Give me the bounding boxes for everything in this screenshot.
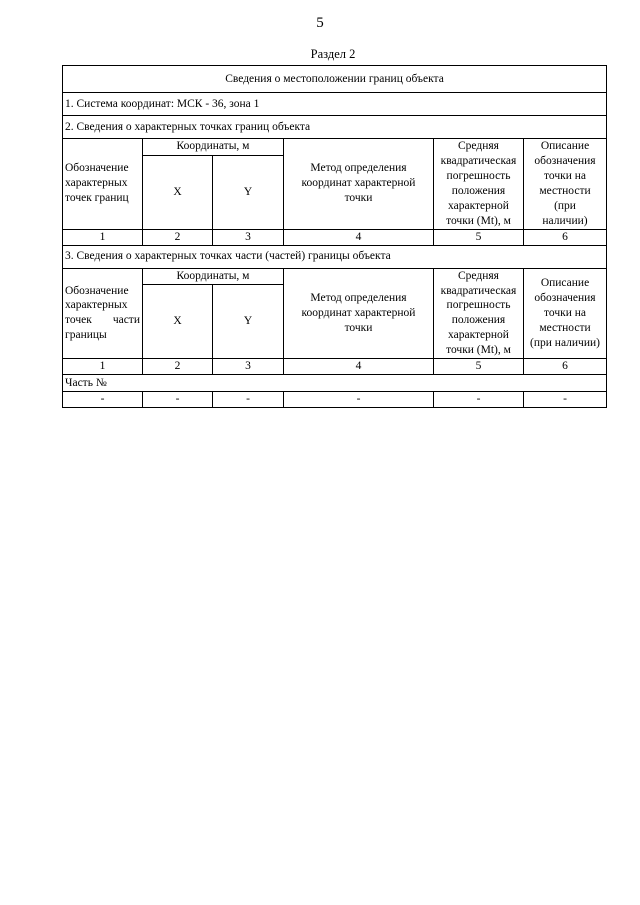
part-row — [63, 375, 607, 392]
table-row — [63, 392, 607, 408]
dash-cell-5: - — [434, 392, 524, 408]
dash-cell-1: - — [63, 392, 143, 408]
coordinate-system-row — [63, 93, 607, 116]
s2-num-1: 1 — [63, 229, 143, 245]
dash-cell-2: - — [143, 392, 213, 408]
dash-cell-3: - — [213, 392, 284, 408]
dash-cell-6: - — [524, 392, 607, 408]
s3-col-method: Метод определения координат характерной точки — [284, 268, 434, 359]
s3-col-error: Средняя квадратическая погрешность положения характерной точки (Mt), м — [434, 268, 524, 359]
page-number: 5 — [316, 15, 324, 31]
coordinate-system: 1. Система координат: МСК - 36, зона 1 — [63, 93, 607, 116]
s2-num-4: 4 — [284, 229, 434, 245]
table-title: Сведения о местоположении границ объекта — [63, 66, 607, 93]
section2-title-row — [63, 116, 607, 139]
s3-col-x: X — [143, 285, 213, 359]
s3-num-3: 3 — [213, 359, 284, 375]
s2-col-error: Средняя квадратическая погрешность положения характерной точки (Mt), м — [434, 139, 524, 230]
s2-num-5: 5 — [434, 229, 524, 245]
section3-header-row — [63, 268, 607, 285]
section2-header-row — [63, 139, 607, 156]
part-label: Часть № — [63, 375, 607, 392]
s3-col-description: Описание обозначения точки на местности (при наличии) — [524, 268, 607, 359]
s3-col-y: Y — [213, 285, 284, 359]
s3-designation-line-4: границы — [65, 329, 107, 342]
section3-title: 3. Сведения о характерных точках части (частей) границы объекта — [63, 245, 607, 268]
s2-col-method: Метод определения координат характерной точки — [284, 139, 434, 230]
s2-num-3: 3 — [213, 229, 284, 245]
table-title-row — [63, 66, 607, 93]
dash-cell-4: - — [284, 392, 434, 408]
s3-coords-header: Координаты, м — [143, 268, 284, 285]
s3-designation-line-2: характерных — [65, 299, 128, 312]
s3-col-designation — [63, 268, 143, 359]
s2-num-6: 6 — [524, 229, 607, 245]
section-title: Раздел 2 — [310, 47, 356, 61]
s2-col-designation: Обозначение характерных точек границ — [63, 139, 143, 230]
s3-num-5: 5 — [434, 359, 524, 375]
s3-designation-line-1: Обозначение — [65, 284, 129, 297]
s3-num-6: 6 — [524, 359, 607, 375]
section2-number-row — [63, 229, 607, 245]
s2-num-2: 2 — [143, 229, 213, 245]
s2-coords-header: Координаты, м — [143, 139, 284, 156]
s3-designation-line-3: точек части — [65, 314, 140, 327]
section3-number-row — [63, 359, 607, 375]
s2-col-description: Описание обозначения точки на местности (при наличии) — [524, 139, 607, 230]
s3-num-2: 2 — [143, 359, 213, 375]
boundaries-table — [62, 65, 607, 408]
s3-num-4: 4 — [284, 359, 434, 375]
s3-num-1: 1 — [63, 359, 143, 375]
s2-col-y: Y — [213, 155, 284, 229]
s2-col-x: X — [143, 155, 213, 229]
section3-title-row — [63, 245, 607, 268]
section2-title: 2. Сведения о характерных точках границ объекта — [63, 116, 607, 139]
